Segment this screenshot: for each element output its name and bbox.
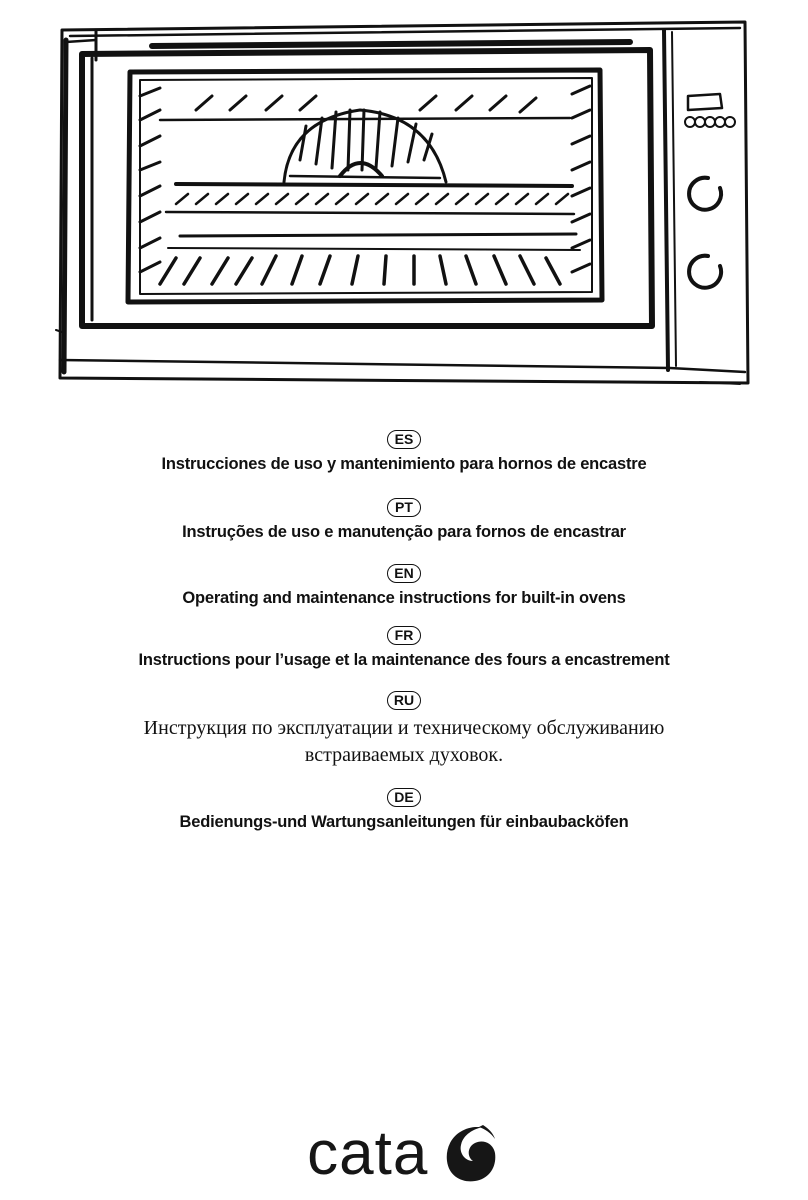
title-de: Bedienungs-und Wartungsanleitungen für einbaubacköfen [179, 813, 629, 831]
cata-swirl-icon [439, 1121, 501, 1187]
title-fr: Instructions pour l’usage et la maintenance des fours a encastrement [138, 651, 670, 669]
lang-badge-en: EN [387, 564, 421, 583]
lang-block-de [0, 788, 808, 832]
lang-badge-de: DE [387, 788, 421, 807]
lang-block-ru [0, 691, 808, 769]
lang-block-fr [0, 626, 808, 670]
title-es: Instrucciones de uso y mantenimiento para hornos de encastre [161, 455, 647, 473]
lang-block-es [0, 430, 808, 474]
title-en: Operating and maintenance instructions for built-in ovens [182, 589, 626, 607]
title-ru-line2: встраиваемых духовок. [304, 744, 504, 766]
title-pt: Instruções de uso e manutenção para fornos de encastrar [182, 523, 626, 541]
lang-badge-fr: FR [387, 626, 421, 645]
lang-badge-pt: PT [387, 498, 421, 517]
lang-badge-ru: RU [387, 691, 421, 710]
lang-block-en [0, 564, 808, 608]
brand-logo [0, 1118, 808, 1189]
title-ru-line1: Инструкция по эксплуатации и техническому обслуживанию [143, 717, 665, 739]
oven-illustration [0, 0, 808, 400]
lang-block-pt [0, 498, 808, 542]
brand-name: cata [307, 1119, 429, 1188]
lang-badge-es: ES [387, 430, 421, 449]
